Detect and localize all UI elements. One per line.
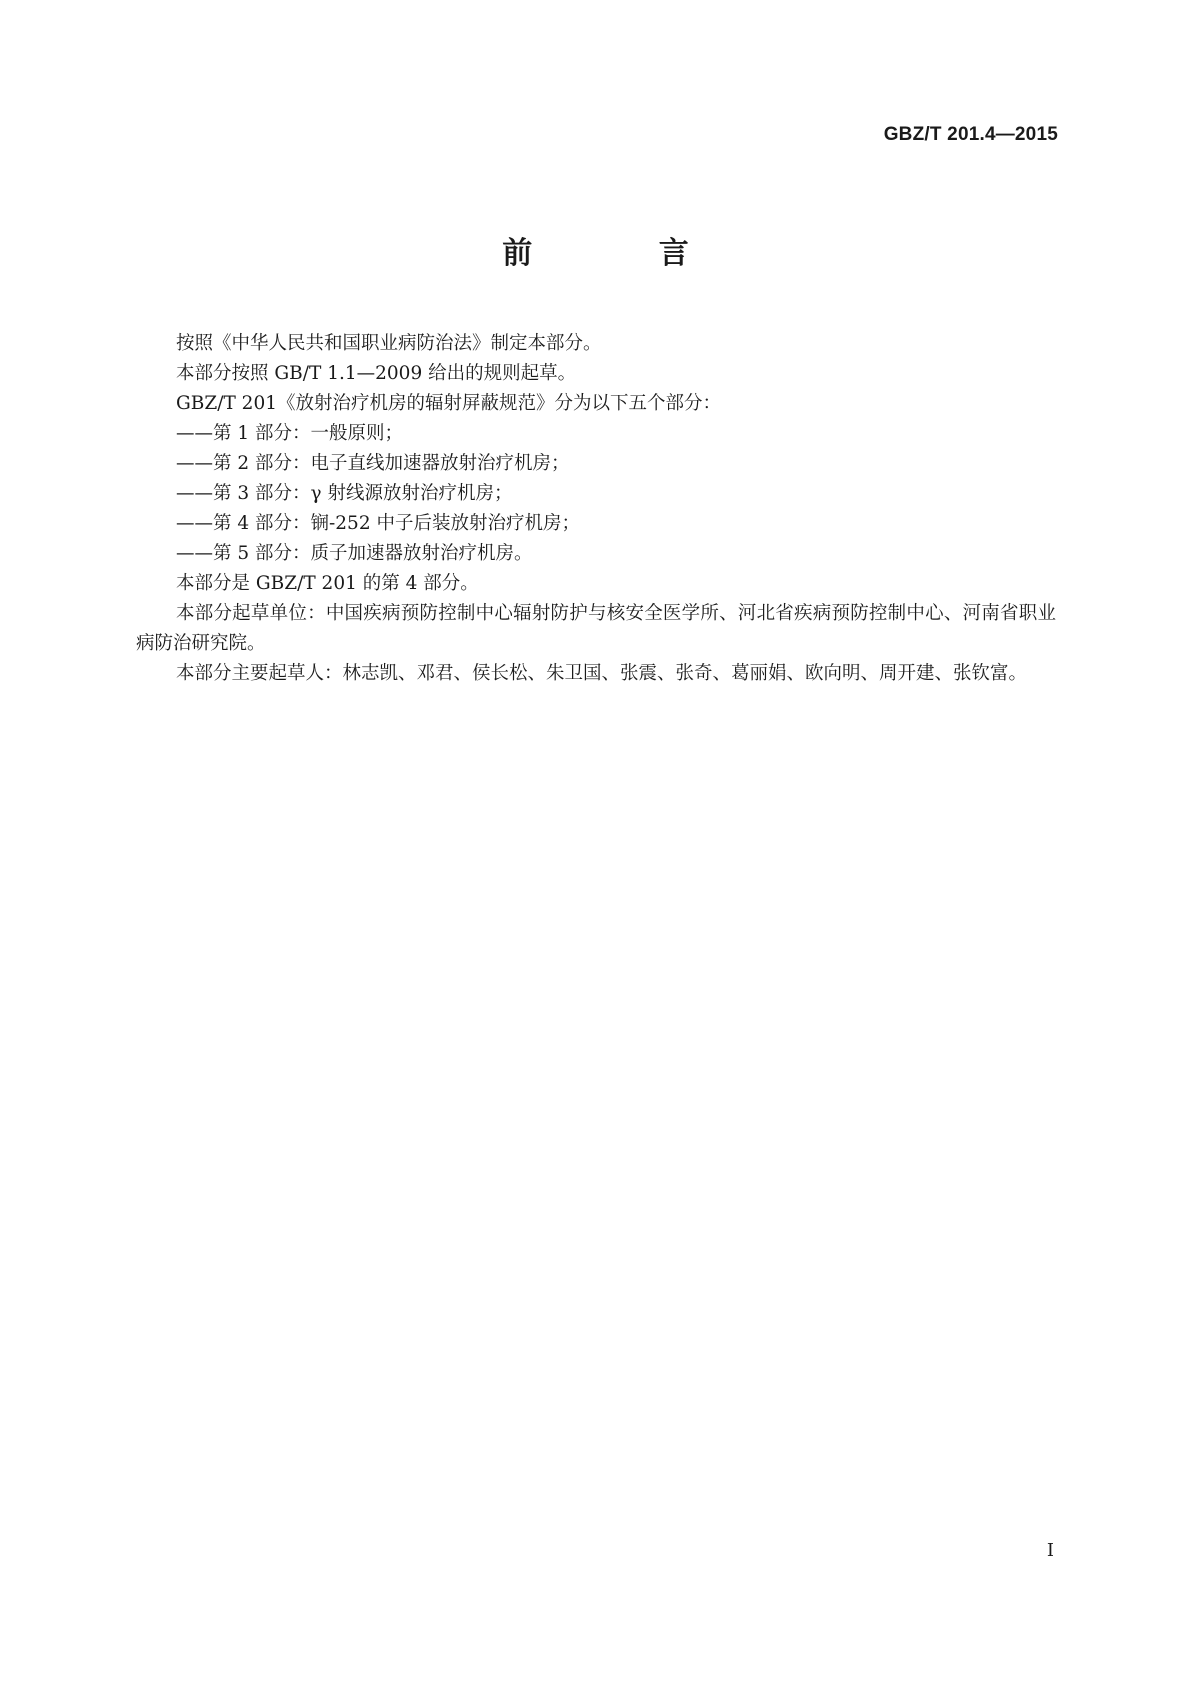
paragraph-drafting-rules: 本部分按照 GB/T 1.1—2009 给出的规则起草。 bbox=[176, 363, 577, 384]
foreword-body bbox=[136, 329, 1056, 689]
list-item-part-3: ——第 3 部分：γ 射线源放射治疗机房； bbox=[176, 483, 513, 504]
paragraph-part-statement: 本部分是 GBZ/T 201 的第 4 部分。 bbox=[176, 573, 479, 594]
list-item-part-1: ——第 1 部分：一般原则； bbox=[176, 423, 404, 444]
list-item-part-2: ——第 2 部分：电子直线加速器放射治疗机房； bbox=[176, 453, 570, 474]
paragraph-parts-intro: GBZ/T 201《放射治疗机房的辐射屏蔽规范》分为以下五个部分： bbox=[176, 393, 721, 414]
paragraph-drafting-units: 本部分起草单位：中国疾病预防控制中心辐射防护与核安全医学所、河北省疾病预防控制中心、河南省职业病防治研究院。 bbox=[136, 603, 1056, 654]
paragraph-drafters: 本部分主要起草人：林志凯、邓君、侯长松、朱卫国、张震、张奇、葛丽娟、欧向明、周开建、张钦富。 bbox=[176, 663, 1028, 684]
paragraph-law-basis: 按照《中华人民共和国职业病防治法》制定本部分。 bbox=[176, 333, 602, 354]
page-title: 前 言 bbox=[502, 236, 747, 271]
standard-code: GBZ/T 201.4—2015 bbox=[883, 124, 1058, 145]
list-item-part-4: ——第 4 部分：锎-252 中子后装放射治疗机房； bbox=[176, 513, 580, 534]
page-number: I bbox=[1046, 1540, 1054, 1561]
list-item-part-5: ——第 5 部分：质子加速器放射治疗机房。 bbox=[176, 543, 533, 564]
